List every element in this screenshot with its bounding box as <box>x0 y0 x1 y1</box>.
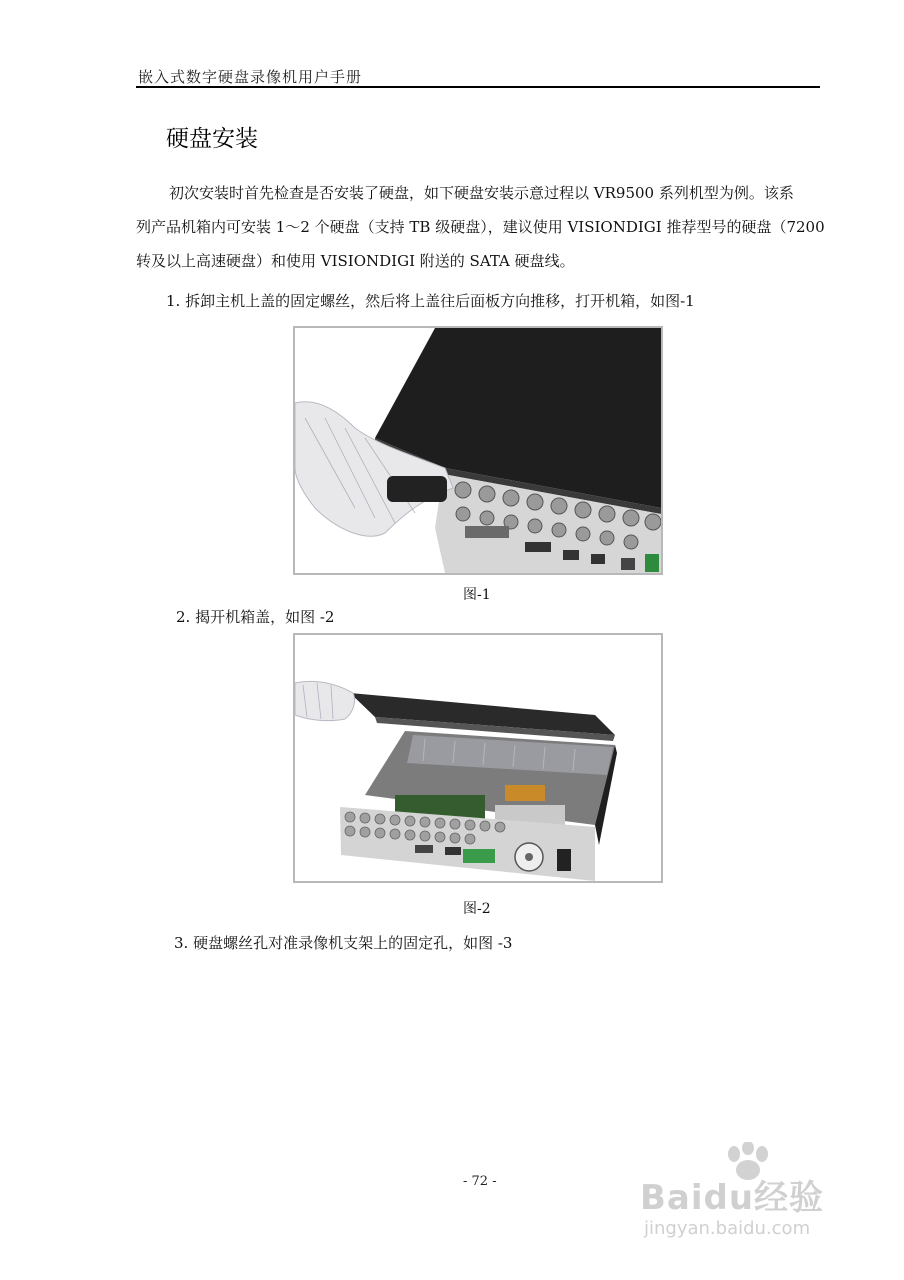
figure-1-caption: 图-1 <box>463 587 491 603</box>
watermark-brand: Baidu经验 <box>640 1178 825 1218</box>
intro-line-3: 转及以上高速硬盘）和使用 VISIONDIGI 附送的 SATA 硬盘线。 <box>136 252 575 270</box>
dvr-open-chassis-illustration <box>295 635 661 881</box>
section-title: 硬盘安装 <box>166 126 258 152</box>
figure-1-photo <box>293 326 663 575</box>
figure-2-caption: 图-2 <box>463 901 491 917</box>
header-rule <box>136 86 820 88</box>
running-header: 嵌入式数字硬盘录像机用户手册 <box>138 68 363 86</box>
dvr-cover-removal-illustration <box>295 328 661 573</box>
intro-line-1: 初次安装时首先检查是否安装了硬盘，如下硬盘安装示意过程以 VR9500 系列机型为例。该系 <box>169 184 794 202</box>
step-1: 1. 拆卸主机上盖的固定螺丝，然后将上盖往后面板方向推移，打开机箱，如图-1 <box>166 292 695 310</box>
step-2: 2. 揭开机箱盖，如图 -2 <box>176 608 335 626</box>
page-number: - 72 - <box>463 1174 497 1189</box>
figure-2-photo <box>293 633 663 883</box>
intro-line-2: 列产品机箱内可安装 1～2 个硬盘（支持 TB 级硬盘），建议使用 VISIONDIGI 推荐型号的硬盘（7200 <box>136 218 825 236</box>
intro-paragraph <box>136 176 826 278</box>
baidu-watermark <box>640 1142 860 1252</box>
watermark-url: jingyan.baidu.com <box>644 1218 811 1239</box>
step-3: 3. 硬盘螺丝孔对准录像机支架上的固定孔，如图 -3 <box>174 934 513 952</box>
